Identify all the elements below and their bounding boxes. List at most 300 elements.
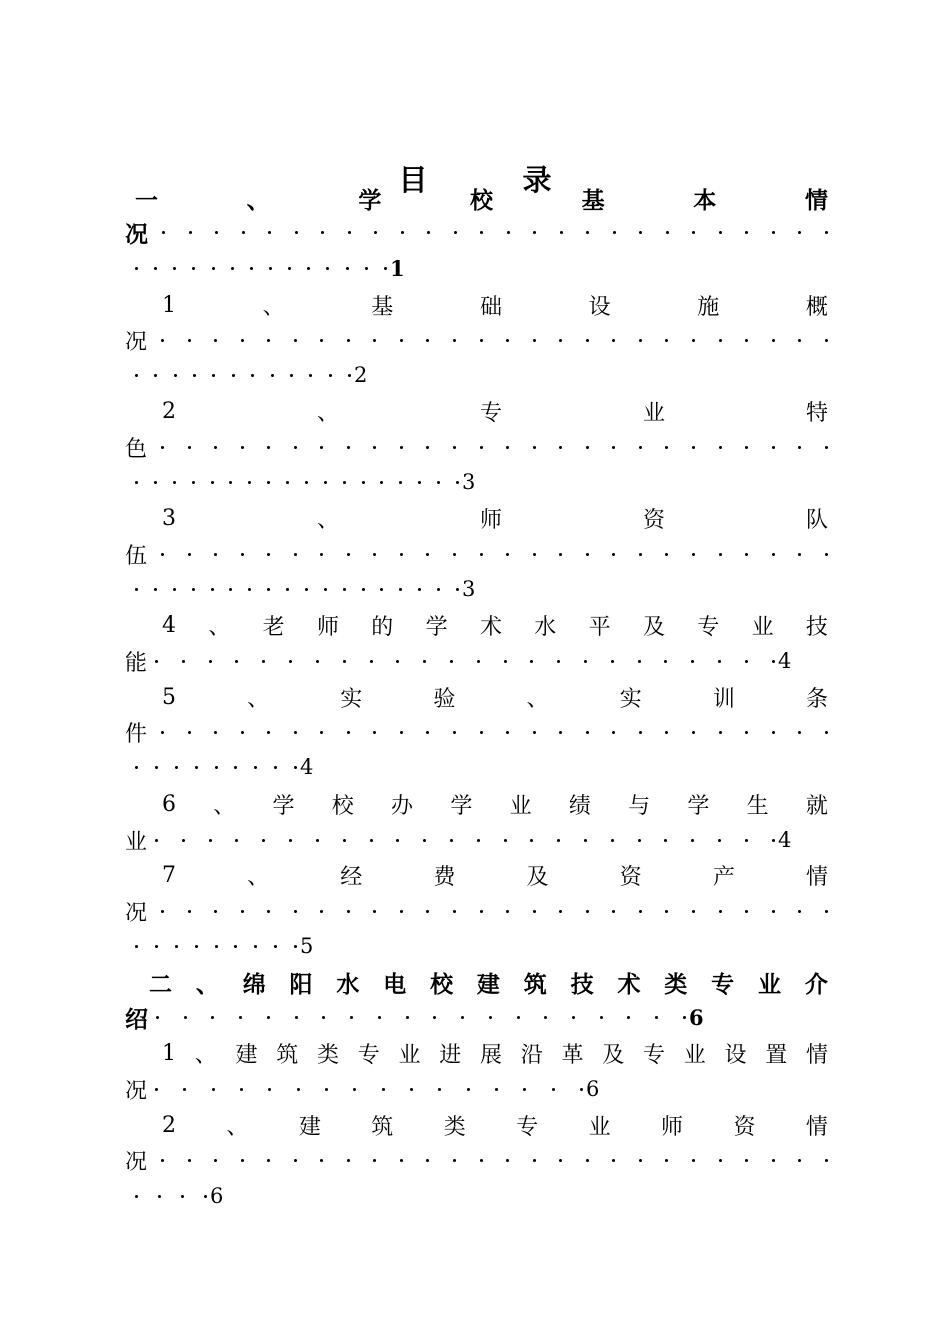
leader-dot	[507, 231, 510, 234]
toc-entry-tail: 况	[125, 220, 148, 248]
toc-entry-char: 技	[805, 614, 828, 640]
leader-dot	[572, 1016, 575, 1019]
leader-dot	[612, 910, 615, 913]
toc-entry-char: 师	[479, 507, 502, 533]
leader-dot	[426, 553, 429, 556]
toc-entry-char: 情	[805, 1042, 828, 1068]
leader-dot	[274, 766, 277, 769]
toc-entry-line[interactable]	[135, 572, 835, 606]
leader-dot	[262, 660, 265, 663]
leader-dot	[745, 660, 748, 663]
leader-dot	[400, 1159, 403, 1162]
leader-dot	[241, 339, 244, 342]
leader-dot	[666, 231, 669, 234]
toc-entry-char: 生	[746, 793, 769, 819]
toc-entry-char: 及	[642, 614, 665, 640]
toc-entry-char: 建	[298, 1114, 321, 1140]
leader-dot	[307, 267, 310, 270]
leader-dot	[188, 1159, 191, 1162]
leader-dot	[533, 910, 536, 913]
toc-entry-char: 学	[272, 793, 295, 819]
toc-entry-char: 建	[235, 1042, 258, 1068]
toc-entry-char: 的	[371, 614, 394, 640]
leader-dot	[825, 446, 828, 449]
leader-dot	[289, 839, 292, 842]
leader-dot	[320, 446, 323, 449]
leader-dot	[639, 446, 642, 449]
leader-dot	[639, 731, 642, 734]
toc-entry-tail: 能	[125, 650, 148, 676]
toc-entry-char: 、	[316, 400, 339, 426]
leader-dot	[745, 731, 748, 734]
toc-entry-line[interactable]	[162, 858, 828, 892]
leader-dot	[772, 553, 775, 556]
leader-dot	[639, 910, 642, 913]
leader-dot	[399, 588, 402, 591]
leader-dot	[294, 766, 297, 769]
toc-entry-char: 特	[805, 400, 828, 426]
toc-entry-line[interactable]	[125, 823, 828, 857]
leader-dot	[400, 446, 403, 449]
leader-dot	[135, 481, 138, 484]
leader-dot	[772, 731, 775, 734]
toc-entry-char: 资	[733, 1114, 756, 1140]
leader-dot	[373, 339, 376, 342]
leader-dot	[612, 731, 615, 734]
toc-entry-line[interactable]	[162, 288, 828, 322]
leader-dot	[135, 588, 138, 591]
toc-entry-char: 1	[162, 1040, 176, 1066]
leader-dot	[329, 374, 332, 377]
leader-dot	[188, 731, 191, 734]
toc-entry-line[interactable]	[125, 1143, 828, 1177]
leader-dot	[533, 1159, 536, 1162]
leader-dot	[346, 267, 349, 270]
leader-dots	[161, 1159, 828, 1162]
toc-entry-line[interactable]	[125, 1000, 828, 1034]
leader-dot	[798, 446, 801, 449]
leader-dot	[192, 267, 195, 270]
leader-dot	[665, 553, 668, 556]
leader-dot	[173, 481, 176, 484]
leader-dot	[373, 910, 376, 913]
leader-dot	[426, 339, 429, 342]
leader-dot	[560, 231, 563, 234]
leader-dot	[423, 660, 426, 663]
leader-dot	[719, 339, 722, 342]
leader-dot	[242, 231, 245, 234]
toc-entry-char: 水	[336, 970, 360, 998]
leader-dot	[719, 1159, 722, 1162]
toc-entry-char: 基	[371, 294, 394, 320]
leader-dot	[406, 1016, 409, 1019]
leader-dot	[324, 481, 327, 484]
leader-dot	[248, 481, 251, 484]
leader-dot	[348, 374, 351, 377]
leader-dot	[161, 1159, 164, 1162]
toc-entry-line[interactable]	[125, 1072, 828, 1106]
leader-dot	[181, 1195, 184, 1198]
leader-dots	[135, 1195, 207, 1198]
toc-entry-char: 6	[162, 791, 176, 817]
toc-entry-line[interactable]	[125, 215, 828, 249]
toc-entry-line[interactable]	[125, 894, 828, 928]
toc-entry-line[interactable]	[135, 358, 835, 392]
toc-entry-line[interactable]	[125, 715, 828, 749]
leader-dot	[184, 1016, 187, 1019]
leader-dot	[155, 766, 158, 769]
leader-dot	[399, 481, 402, 484]
leader-dot	[426, 731, 429, 734]
leader-dot	[286, 481, 289, 484]
toc-entry-char: 产	[712, 864, 735, 890]
leader-dots	[135, 481, 459, 484]
leader-dots	[155, 839, 775, 842]
leader-dot	[477, 839, 480, 842]
leader-dot	[288, 267, 291, 270]
leader-dot	[215, 231, 218, 234]
leader-dot	[326, 267, 329, 270]
leader-dot	[268, 231, 271, 234]
leader-dot	[825, 731, 828, 734]
leader-dot	[267, 588, 270, 591]
toc-entry-line[interactable]	[162, 1036, 828, 1070]
leader-dot	[316, 660, 319, 663]
leader-dot	[559, 553, 562, 556]
toc-entry-line[interactable]	[125, 430, 828, 464]
leader-dot	[530, 839, 533, 842]
leader-dot	[154, 267, 157, 270]
leader-dot	[627, 1016, 630, 1019]
leader-dot	[426, 446, 429, 449]
leader-dot	[294, 339, 297, 342]
toc-entry-line[interactable]	[149, 965, 828, 999]
leader-dot	[373, 731, 376, 734]
toc-entry-char: 、	[194, 1042, 217, 1068]
leader-dot	[193, 374, 196, 377]
leader-dot	[426, 910, 429, 913]
leader-dot	[212, 267, 215, 270]
leader-dot	[692, 553, 695, 556]
leader-dot	[158, 1195, 161, 1198]
leader-dot	[229, 481, 232, 484]
leader-dot	[533, 339, 536, 342]
leader-dots	[135, 267, 387, 270]
leader-dot	[229, 588, 232, 591]
leader-dot	[506, 446, 509, 449]
toc-entry-char: 3	[162, 505, 176, 531]
toc-entry-line[interactable]	[135, 181, 828, 215]
toc-entry-line[interactable]	[135, 929, 835, 963]
leader-dot	[665, 910, 668, 913]
leader-dot	[135, 374, 138, 377]
leader-dot	[384, 267, 387, 270]
leader-dot	[365, 267, 368, 270]
leader-dot	[557, 839, 560, 842]
leader-dot	[544, 1016, 547, 1019]
toc-entry-char: 筑	[371, 1114, 394, 1140]
leader-dot	[154, 588, 157, 591]
leader-dot	[396, 660, 399, 663]
leader-dots	[161, 339, 828, 342]
toc-entry-tail: 况	[125, 1078, 148, 1104]
leader-dot	[269, 267, 272, 270]
leader-dot	[427, 231, 430, 234]
leader-dot	[294, 1159, 297, 1162]
leader-dot	[289, 660, 292, 663]
toc-entry-line[interactable]	[125, 537, 828, 571]
leader-dot	[214, 553, 217, 556]
leader-dot	[798, 339, 801, 342]
toc-entry-char: 师	[661, 1114, 684, 1140]
leader-dot	[664, 660, 667, 663]
leader-dot	[506, 1159, 509, 1162]
toc-entry-line[interactable]	[162, 501, 828, 535]
leader-dot	[639, 339, 642, 342]
leader-dot	[745, 839, 748, 842]
leader-dot	[155, 1088, 158, 1091]
leader-dot	[173, 588, 176, 591]
toc-entry-char: 情	[805, 864, 828, 890]
leader-dot	[156, 1016, 159, 1019]
leader-dot	[586, 1159, 589, 1162]
leader-dot	[639, 1159, 642, 1162]
leader-dot	[745, 231, 748, 234]
toc-entry-char: 费	[433, 864, 456, 890]
toc-entry-char: 技	[570, 970, 594, 998]
leader-dots	[135, 374, 351, 377]
leader-dot	[692, 1159, 695, 1162]
leader-dot	[559, 910, 562, 913]
leader-dot	[613, 231, 616, 234]
toc-entry-char: 业	[509, 793, 532, 819]
leader-dot	[154, 374, 157, 377]
leader-dot	[400, 910, 403, 913]
leader-dot	[211, 1016, 214, 1019]
leader-dot	[638, 839, 641, 842]
toc-page-number: 1	[390, 255, 405, 281]
leader-dots	[135, 945, 297, 948]
leader-dot	[454, 231, 457, 234]
leader-dot	[204, 1195, 207, 1198]
leader-dot	[135, 766, 138, 769]
toc-entry-char: 情	[804, 186, 828, 214]
leader-dot	[586, 910, 589, 913]
toc-entry-char: 专	[516, 1114, 539, 1140]
leader-dot	[175, 945, 178, 948]
leader-dot	[506, 339, 509, 342]
leader-dot	[188, 553, 191, 556]
leader-dot	[174, 374, 177, 377]
leader-dot	[343, 660, 346, 663]
leader-dot	[262, 839, 265, 842]
toc-page-number: 4	[778, 649, 792, 673]
leader-dot	[231, 267, 234, 270]
toc-entry-line[interactable]	[162, 394, 828, 428]
leader-dot	[825, 553, 828, 556]
toc-entry-line[interactable]	[162, 608, 828, 642]
toc-entry-char: 一	[135, 186, 158, 214]
toc-entry-char: 基	[581, 186, 605, 214]
leader-dot	[418, 481, 421, 484]
toc-entry-line[interactable]	[125, 644, 828, 678]
leader-dot	[612, 553, 615, 556]
toc-entry-char: 学	[425, 614, 448, 640]
toc-title-char: 录	[522, 163, 552, 197]
leader-dot	[745, 446, 748, 449]
leader-dot	[241, 446, 244, 449]
toc-entry-line[interactable]	[125, 323, 828, 357]
toc-entry-char: 队	[805, 507, 828, 533]
leader-dot	[286, 588, 289, 591]
leader-dot	[155, 660, 158, 663]
toc-entry-char: 2	[162, 398, 176, 424]
leader-dot	[530, 660, 533, 663]
toc-entry-char: 、	[246, 186, 270, 214]
leader-dot	[212, 374, 215, 377]
leader-dots	[135, 766, 297, 769]
toc-entry-char: 5	[162, 684, 176, 710]
leader-dot	[586, 339, 589, 342]
leader-dot	[745, 553, 748, 556]
toc-entry-char: 实	[340, 686, 363, 712]
leader-dot	[382, 1088, 385, 1091]
toc-entry-char: 概	[805, 294, 828, 320]
toc-entry-line[interactable]	[135, 1179, 835, 1213]
leader-dot	[825, 339, 828, 342]
leader-dot	[374, 231, 377, 234]
toc-entry-char: 绩	[568, 793, 591, 819]
leader-dot	[214, 731, 217, 734]
leader-dot	[320, 1159, 323, 1162]
leader-dot	[320, 731, 323, 734]
leader-dot	[719, 446, 722, 449]
leader-dot	[305, 588, 308, 591]
leader-dot	[453, 1159, 456, 1162]
leader-dot	[188, 910, 191, 913]
leader-dot	[155, 839, 158, 842]
toc-entry-char: 设	[724, 1042, 747, 1068]
toc-entry-char: 校	[430, 970, 454, 998]
toc-entry-char: 建	[476, 970, 500, 998]
toc-entry-char: 就	[805, 793, 828, 819]
toc-entry-line[interactable]	[162, 787, 828, 821]
leader-dot	[316, 839, 319, 842]
leader-dot	[267, 553, 270, 556]
toc-page-number: 3	[462, 577, 476, 601]
leader-dot	[267, 731, 270, 734]
leader-dot	[400, 339, 403, 342]
toc-entry-char: 电	[383, 970, 407, 998]
leader-dot	[267, 446, 270, 449]
leader-dot	[798, 910, 801, 913]
toc-entry-char: 类	[443, 1114, 466, 1140]
leader-dot	[195, 766, 198, 769]
leader-dot	[155, 945, 158, 948]
toc-entry-char: 二	[149, 970, 172, 998]
leader-dot	[772, 231, 775, 234]
toc-entry-char: 业	[683, 1042, 706, 1068]
leader-dot	[480, 339, 483, 342]
toc-entry-char: 学	[687, 793, 710, 819]
leader-dot	[235, 660, 238, 663]
leader-dot	[480, 910, 483, 913]
leader-dot	[294, 945, 297, 948]
leader-dot	[241, 910, 244, 913]
leader-dot	[161, 553, 164, 556]
leader-dot	[320, 910, 323, 913]
leader-dot	[504, 660, 507, 663]
toc-entry-char: 校	[331, 793, 354, 819]
leader-dot	[612, 339, 615, 342]
toc-entry-char: 进	[439, 1042, 462, 1068]
leader-dot	[533, 731, 536, 734]
leader-dot	[772, 910, 775, 913]
toc-entry-char: 业	[588, 1114, 611, 1140]
leader-dot	[347, 1159, 350, 1162]
toc-entry-line[interactable]	[135, 750, 835, 784]
toc-entry-tail: 伍	[125, 543, 148, 569]
leader-dot	[267, 481, 270, 484]
toc-entry-char: 经	[340, 864, 363, 890]
leader-dot	[353, 1088, 356, 1091]
toc-page-number: 2	[354, 363, 368, 387]
leader-dot	[209, 839, 212, 842]
toc-entry-line[interactable]	[135, 465, 835, 499]
leader-dot	[683, 1016, 686, 1019]
leader-dot	[396, 839, 399, 842]
leader-dot	[586, 731, 589, 734]
leader-dot	[348, 231, 351, 234]
toc-page-number: 6	[210, 1184, 224, 1208]
toc-entry-char: 学	[450, 793, 473, 819]
leader-dot	[638, 660, 641, 663]
leader-dot	[692, 339, 695, 342]
leader-dot	[400, 731, 403, 734]
toc-entry-char: 专	[479, 400, 502, 426]
toc-entry-line[interactable]	[162, 1108, 828, 1142]
toc-page-number: 4	[778, 828, 792, 852]
leader-dot	[274, 945, 277, 948]
leader-dot	[453, 731, 456, 734]
leader-dot	[271, 374, 274, 377]
toc-entry-char: 筑	[276, 1042, 299, 1068]
leader-dot	[248, 588, 251, 591]
leader-dot	[325, 1088, 328, 1091]
leader-dot	[239, 1016, 242, 1019]
leader-dot	[480, 553, 483, 556]
leader-dot	[214, 1159, 217, 1162]
leader-dot	[362, 481, 365, 484]
leader-dot	[347, 910, 350, 913]
leader-dot	[559, 339, 562, 342]
leader-dot	[798, 1159, 801, 1162]
toc-entry-char: 业	[642, 400, 665, 426]
toc-entry-line[interactable]	[162, 680, 828, 714]
toc-entry-tail: 件	[125, 721, 148, 747]
leader-dot	[552, 1088, 555, 1091]
leader-dot	[506, 731, 509, 734]
toc-entry-char: 、	[226, 1114, 249, 1140]
leader-dot	[173, 267, 176, 270]
leader-dots	[135, 588, 459, 591]
toc-entry-tail: 色	[125, 436, 148, 462]
leader-dot	[559, 1159, 562, 1162]
toc-entry-line[interactable]	[135, 251, 835, 285]
leader-dot	[241, 1159, 244, 1162]
leader-dot	[343, 481, 346, 484]
leader-dot	[240, 1088, 243, 1091]
